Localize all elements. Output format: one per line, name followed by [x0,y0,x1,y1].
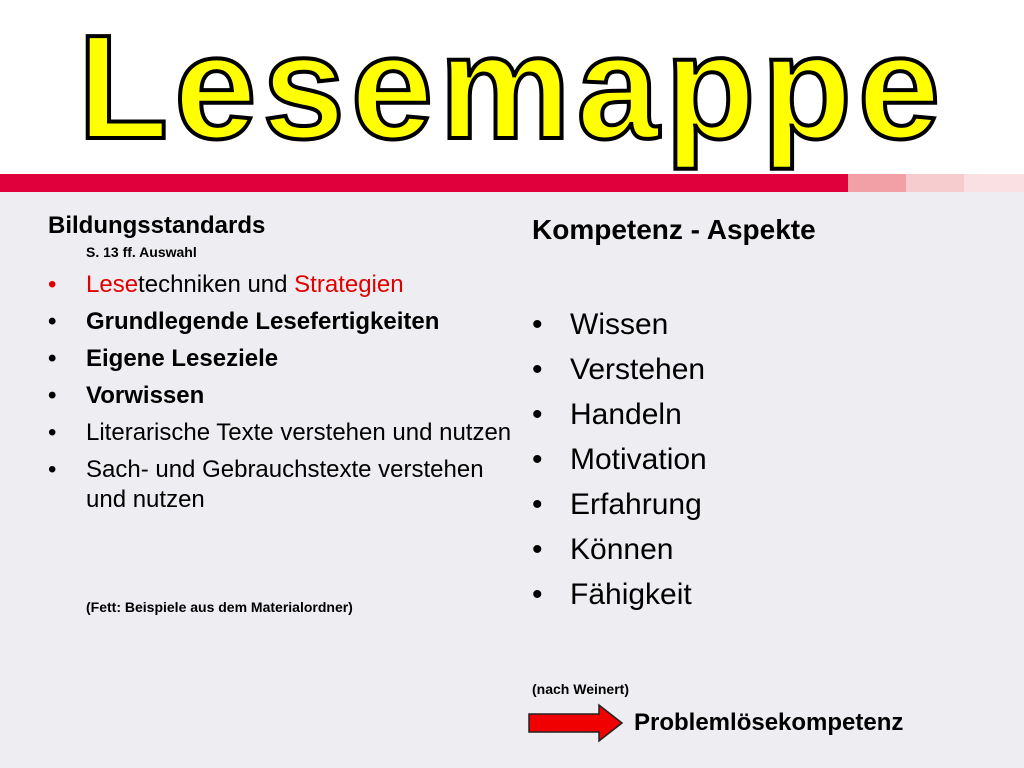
item-text: Grundlegende Lesefertigkeiten [86,308,440,335]
item-text: Fähigkeit [570,578,692,611]
list-item [532,392,1002,437]
bullet-icon: • [532,578,543,611]
right-column [532,210,1002,747]
list-item [48,455,518,515]
left-heading: Bildungsstandards [48,212,266,239]
list-item [48,344,518,374]
list-item [48,270,518,300]
item-text: Verstehen [570,353,706,386]
item-highlight: Strategien [294,271,404,298]
item-highlight: Lese [86,271,139,298]
bullet-icon: • [48,308,57,335]
slide-title: Lesemappe [77,5,947,170]
item-text: Wissen [570,308,669,341]
list-item [532,302,1002,347]
item-text: Literarische Texte verstehen und nutzen [86,419,512,446]
list-item [532,437,1002,482]
item-text: Erfahrung [570,488,702,521]
result-row [532,703,1002,747]
item-text: Handeln [570,398,682,431]
bullet-icon: • [532,398,543,431]
item-text: Können [570,533,674,566]
accent-stripe-fade-3 [964,174,1024,192]
item-text: Motivation [570,443,707,476]
accent-stripe-fade-1 [848,174,906,192]
list-item [532,347,1002,392]
list-item [532,572,1002,617]
list-item [48,381,518,411]
left-subnote: S. 13 ff. Auswahl [86,244,197,260]
source-note: (nach Weinert) [532,681,629,697]
item-text: techniken und [138,271,295,298]
result-label: Problemlösekompetenz [634,709,904,736]
bullet-icon: • [532,353,543,386]
slide-body [0,192,1024,768]
item-text: Sach- und Gebrauchstexte verstehen und nutzen [86,456,484,513]
bullet-icon: • [48,456,57,483]
right-heading: Kompetenz - Aspekte [532,214,816,245]
bullet-icon: • [48,345,57,372]
left-footnote: (Fett: Beispiele aus dem Materialordner) [86,599,353,615]
bullet-icon: • [532,308,543,341]
slide-header [0,0,1024,174]
accent-stripe-fade-2 [906,174,964,192]
list-item [48,307,518,337]
bullet-icon: • [532,533,543,566]
aspects-list [532,302,1002,617]
list-item [532,527,1002,572]
bullet-icon: • [532,443,543,476]
standards-list [48,270,518,515]
list-item [532,482,1002,527]
bullet-icon: • [48,271,57,298]
item-text: Eigene Leseziele [86,345,279,372]
left-column [48,210,518,617]
bullet-icon: • [48,382,57,409]
right-arrow-icon [527,703,625,743]
accent-stripe [0,174,848,192]
bullet-icon: • [48,419,57,446]
bullet-icon: • [532,488,543,521]
list-item [48,418,518,448]
item-text: Vorwissen [86,382,205,409]
